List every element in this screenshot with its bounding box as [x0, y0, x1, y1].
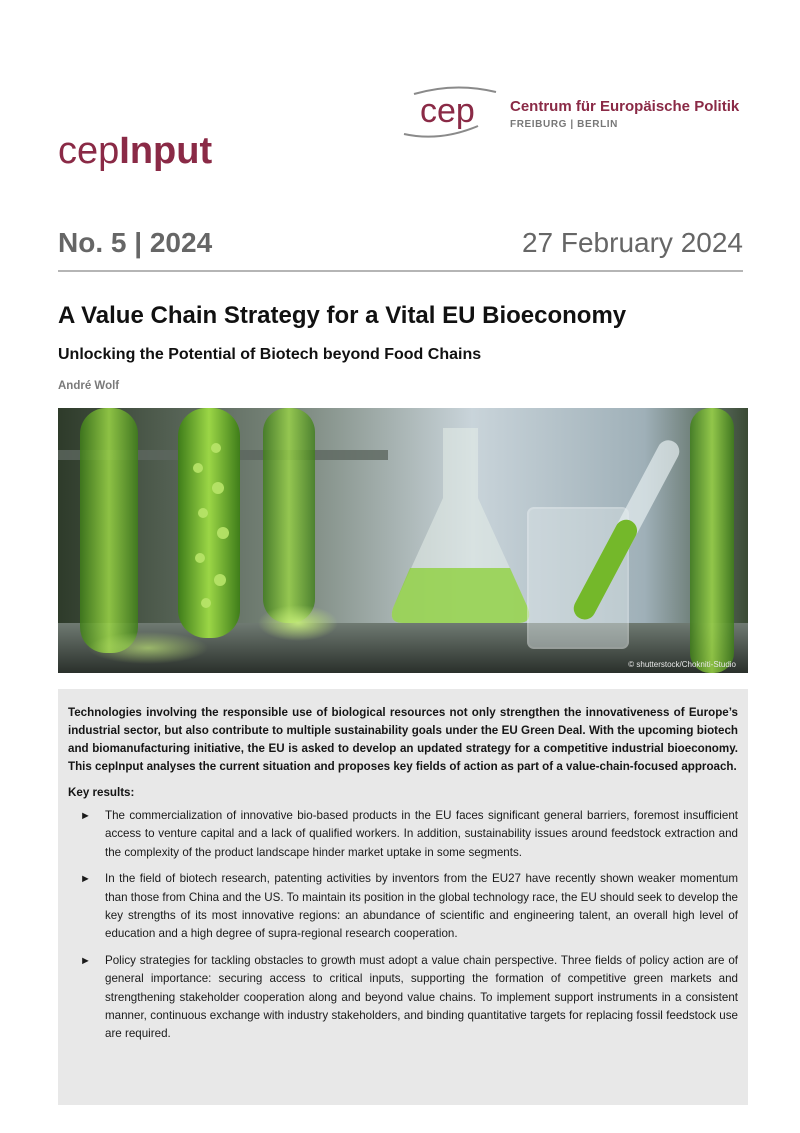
key-result-text: In the field of biotech research, patenting activities by inventors from the EU27 have recently shown weaker momentum than those from China and the US. To maintain its position in the global technology race, the EU should seek to develop the key strengths of its most innovative regions: an abundance of scientific and engineering talent, an overall high level of education and a high degree of supra-regional research cooperation. — [105, 872, 738, 941]
lab-glassware-illustration — [58, 408, 748, 673]
series-brand — [58, 132, 212, 170]
hero-image — [58, 408, 748, 673]
series-prefix: cep — [58, 130, 120, 172]
issue-date: 27 February 2024 — [521, 227, 743, 258]
cep-logo-icon — [400, 84, 500, 140]
key-results-list — [68, 807, 738, 1044]
key-result-item — [68, 870, 738, 944]
bullet-arrow-icon: ► — [80, 810, 91, 822]
key-results-heading: Key results: — [68, 786, 135, 799]
key-result-item — [68, 807, 738, 862]
author: André Wolf — [58, 380, 120, 392]
header-divider — [58, 270, 743, 272]
page-title: A Value Chain Strategy for a Vital EU Bioeconomy — [58, 302, 627, 329]
org-name: Centrum für Europäische Politik — [510, 98, 740, 115]
image-credit: © shutterstock/Chokniti-Studio — [628, 660, 736, 669]
series-name: Input — [119, 130, 213, 172]
bullet-arrow-icon: ► — [80, 873, 91, 886]
key-result-item — [68, 952, 738, 1044]
summary-intro: Technologies involving the responsible use of biological resources not only strengthen the innovativeness of Europe’s industrial sector, but also contribute to multiple sustainability goals under the EU Green Deal. With the upcoming biotech and biomanufacturing initiative, the EU is asked to develop an updated strategy for a competitive industrial bioeconomy. This cepInput analyses the current situation and proposes key fields of action as part of a value-chain-focused approach. — [68, 706, 738, 773]
org-locations: FREIBURG | BERLIN — [510, 119, 618, 130]
key-result-text: The commercialization of innovative bio-based products in the EU faces significant general barriers, foremost insufficient access to venture capital and a lack of qualified workers. In addition, sustainability issues around feedstock extraction and the complexity of the product landscape hinder market uptake in some segments. — [105, 809, 738, 859]
page-subtitle: Unlocking the Potential of Biotech beyond Food Chains — [58, 346, 482, 363]
bullet-arrow-icon: ► — [80, 954, 91, 967]
key-result-text: Policy strategies for tackling obstacles to growth must adopt a value chain perspective. Three fields of policy action are of general importance: securing access to critical inputs, supporting the formation of competitive green markets and strengthening stakeholder cooperation along and beyond value chains. To implement support instruments in a consistent manner, continuous exchange with industry stakeholders, and binding quantitative targets for replacing fossil feedstock use are required. — [105, 953, 738, 1041]
issue-number: No. 5 | 2024 — [58, 227, 213, 258]
summary-box — [58, 689, 748, 1105]
logo-text: cep — [420, 92, 475, 130]
